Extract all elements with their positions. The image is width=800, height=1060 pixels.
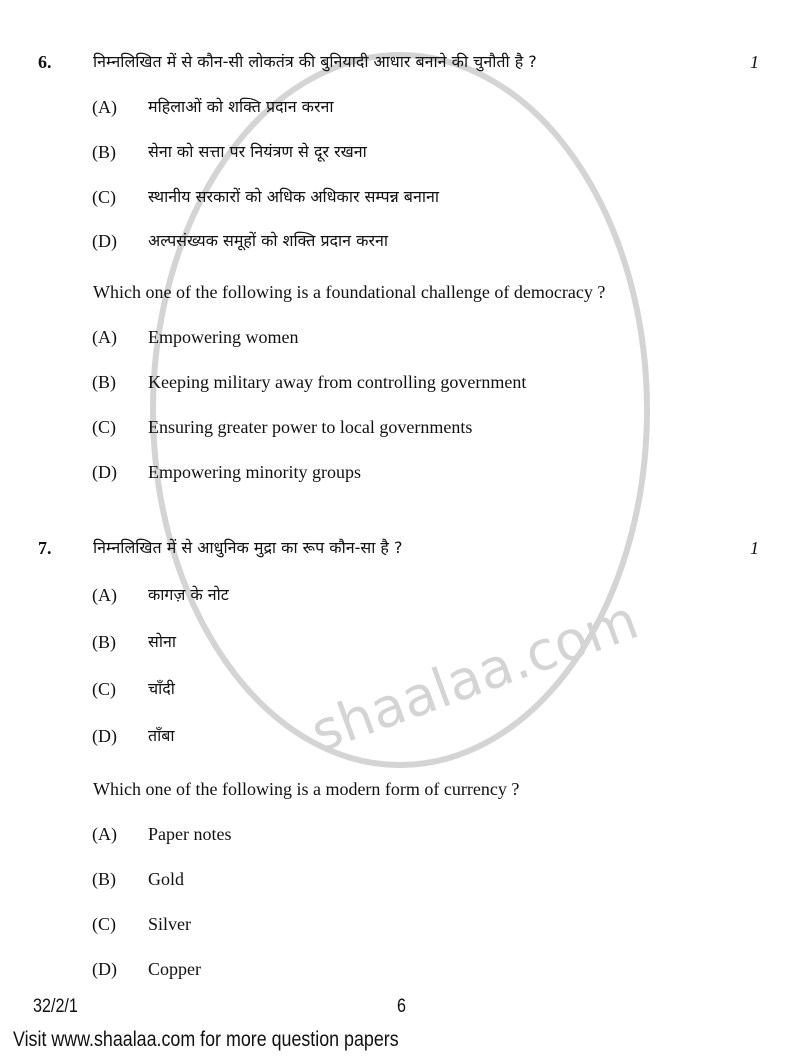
option-label: (C) bbox=[92, 679, 116, 699]
option-label: (A) bbox=[92, 97, 117, 117]
option-label: (D) bbox=[92, 959, 117, 979]
watermark-text: shaalaa.com bbox=[302, 587, 647, 765]
option-text-english: Keeping military away from controlling government bbox=[148, 372, 527, 392]
question-number: 6. bbox=[38, 52, 52, 72]
option-label: (A) bbox=[92, 585, 117, 605]
option-text-hindi: सेना को सत्ता पर नियंत्रण से दूर रखना bbox=[148, 142, 367, 161]
option-text-english: Copper bbox=[148, 959, 201, 979]
footer-page-number: 6 bbox=[397, 996, 406, 1017]
question-marks: 1 bbox=[750, 52, 759, 72]
question-marks: 1 bbox=[750, 538, 759, 558]
option-label: (B) bbox=[92, 142, 116, 162]
option-label: (D) bbox=[92, 462, 117, 482]
option-text-english: Gold bbox=[148, 869, 184, 889]
option-text-hindi: सोना bbox=[148, 632, 176, 651]
question-text-english: Which one of the following is a foundational challenge of democracy ? bbox=[93, 282, 606, 302]
question-text-hindi: निम्नलिखित में से कौन-सी लोकतंत्र की बुनियादी आधार बनाने की चुनौती है ? bbox=[93, 52, 537, 71]
footer-code: 32/2/1 bbox=[33, 996, 78, 1017]
option-text-hindi: ताँबा bbox=[148, 726, 175, 745]
option-label: (A) bbox=[92, 327, 117, 347]
option-text-hindi: चाँदी bbox=[148, 679, 175, 698]
option-text-english: Empowering women bbox=[148, 327, 299, 347]
option-label: (B) bbox=[92, 372, 116, 392]
option-label: (D) bbox=[92, 231, 117, 251]
option-text-hindi: महिलाओं को शक्ति प्रदान करना bbox=[148, 97, 334, 116]
option-label: (C) bbox=[92, 187, 116, 207]
option-label: (A) bbox=[92, 824, 117, 844]
question-text-hindi: निम्नलिखित में से आधुनिक मुद्रा का रूप कौन-सा है ? bbox=[93, 538, 403, 557]
question-text-english: Which one of the following is a modern form of currency ? bbox=[93, 779, 520, 799]
option-text-hindi: स्थानीय सरकारों को अधिक अधिकार सम्पन्न बनाना bbox=[148, 187, 439, 206]
option-text-hindi: कागज़ के नोट bbox=[148, 585, 229, 604]
footer-visit-link[interactable]: Visit www.shaalaa.com for more question papers bbox=[13, 1028, 399, 1051]
option-text-english: Empowering minority groups bbox=[148, 462, 361, 482]
option-text-english: Paper notes bbox=[148, 824, 232, 844]
option-label: (D) bbox=[92, 726, 117, 746]
option-label: (B) bbox=[92, 869, 116, 889]
question-number: 7. bbox=[38, 538, 52, 558]
option-text-hindi: अल्पसंख्यक समूहों को शक्ति प्रदान करना bbox=[148, 231, 389, 250]
option-text-english: Ensuring greater power to local governments bbox=[148, 417, 473, 437]
option-label: (C) bbox=[92, 914, 116, 934]
option-label: (C) bbox=[92, 417, 116, 437]
option-label: (B) bbox=[92, 632, 116, 652]
option-text-english: Silver bbox=[148, 914, 191, 934]
